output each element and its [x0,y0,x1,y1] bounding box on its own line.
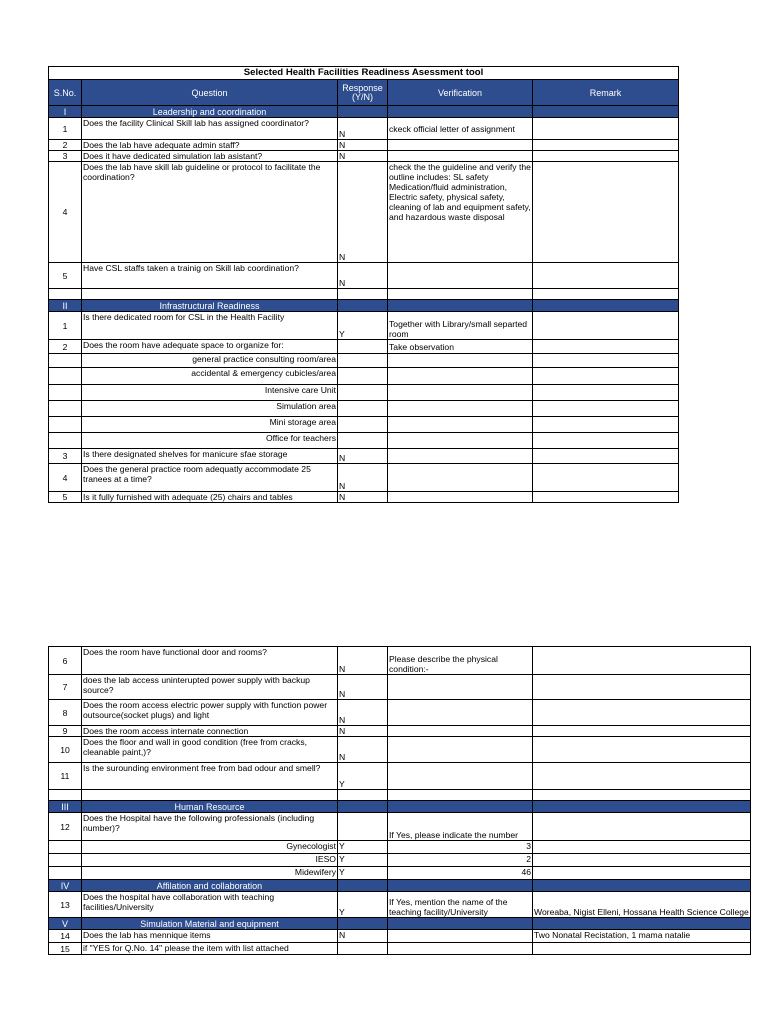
professional-row [49,854,751,867]
row-sno: 5 [49,263,82,289]
table-row [49,340,679,354]
row-remark[interactable] [533,263,679,289]
section-number: V [49,918,82,930]
row-response[interactable] [338,943,388,955]
table-row [49,813,751,841]
row-sno: 14 [49,930,82,943]
row-response[interactable] [338,368,388,385]
row-response[interactable]: N [338,151,388,162]
row-sno: 3 [49,449,82,464]
row-remark[interactable] [533,385,679,401]
row-sno: 6 [49,647,82,675]
row-response[interactable]: N [338,162,388,263]
row-response[interactable]: N [338,647,388,675]
section-row-leadership [49,106,679,118]
row-remark[interactable] [533,162,679,263]
table-row [49,737,751,763]
section-row-human-resource [49,801,751,813]
row-response[interactable] [338,417,388,433]
space-label: Mini storage area [82,417,338,433]
section-number: IV [49,880,82,892]
assessment-table-part-1 [48,66,679,503]
row-response[interactable]: Y [338,763,388,790]
table-row [49,151,679,162]
row-response[interactable]: N [338,700,388,726]
row-remark[interactable] [533,867,751,880]
table-row [49,700,751,726]
row-verification [388,151,533,162]
row-remark[interactable] [533,118,679,140]
professional-name: IESO [82,854,338,867]
professional-count[interactable]: 46 [388,867,533,880]
table-row [49,892,751,918]
row-remark[interactable] [533,433,679,449]
section-label: Human Resource [82,801,338,813]
row-question: Does the lab have skill lab guideline or protocol to facilitate the coordination? [82,162,338,263]
section-label: Infrastructural Readiness [82,300,338,312]
table-row [49,449,679,464]
row-remark[interactable] [533,354,679,368]
row-question: Does the room access electric power supply with function power outsource(socket plugs) and light [82,700,338,726]
row-question: does the lab access uninterupted power supply with backup source? [82,675,338,700]
professional-name: Gynecologist [82,841,338,854]
row-remark[interactable] [533,726,751,737]
row-response[interactable]: Y [338,841,388,854]
table-row [49,162,679,263]
row-question: Is the surounding environment free from bad odour and smell? [82,763,338,790]
row-question: Does the general practice room adequatly accommodate 25 tranees at a time? [82,464,338,492]
row-remark[interactable] [533,841,751,854]
row-remark[interactable] [533,854,751,867]
row-response[interactable]: N [338,726,388,737]
row-remark[interactable] [533,140,679,151]
space-label: general practice consulting room/area [82,354,338,368]
header-response: Response (Y/N) [338,80,388,106]
header-verification: Verification [388,80,533,106]
table-row [49,930,751,943]
blank-row [49,790,751,801]
header-remark: Remark [533,80,679,106]
section-row-infrastructure [49,300,679,312]
table-row [49,726,751,737]
space-label: Office for teachers [82,433,338,449]
row-sno: 7 [49,675,82,700]
row-remark[interactable]: Two Nonatal Recistation, 1 mama natalie [533,930,751,943]
row-verification [388,726,533,737]
space-label: accidental & emergency cubicles/area [82,368,338,385]
row-response[interactable]: Y [338,854,388,867]
table-row [49,943,751,955]
row-response[interactable]: N [338,118,388,140]
row-remark[interactable] [533,943,751,955]
row-verification [388,464,533,492]
row-response[interactable]: Y [338,312,388,340]
row-verification: ckeck official letter of assignment [388,118,533,140]
row-remark[interactable] [533,417,679,433]
row-remark[interactable] [533,675,751,700]
row-question: Is there dedicated room for CSL in the Health Facility [82,312,338,340]
row-remark[interactable] [533,368,679,385]
row-remark[interactable] [533,813,751,841]
row-verification: Together with Library/small separted room [388,312,533,340]
row-verification [388,263,533,289]
row-remark[interactable] [533,492,679,503]
table-row [49,118,679,140]
section-label: Affilation and collaboration [82,880,338,892]
row-remark[interactable] [533,449,679,464]
row-question: Does the hospital have collaboration with teaching facilities/University [82,892,338,918]
space-label: Simulation area [82,401,338,417]
section-number: II [49,300,82,312]
section-number: III [49,801,82,813]
space-row [49,354,679,368]
row-question: Is it fully furnished with adequate (25) chairs and tables [82,492,338,503]
row-sno: 2 [49,140,82,151]
row-response[interactable] [338,433,388,449]
assessment-table-part-2 [48,646,751,955]
professional-name: Midewifery [82,867,338,880]
row-remark[interactable] [533,763,751,790]
column-header-row [49,80,679,106]
section-number: I [49,106,82,118]
row-question: Does the facility Clinical Skill lab has assigned coordinator? [82,118,338,140]
row-response[interactable] [338,385,388,401]
row-remark[interactable] [533,312,679,340]
space-row [49,433,679,449]
row-response[interactable]: N [338,930,388,943]
section-label: Leadership and coordination [82,106,338,118]
row-remark[interactable] [533,464,679,492]
row-sno: 4 [49,464,82,492]
space-row [49,368,679,385]
professional-row [49,841,751,854]
row-response[interactable] [338,340,388,354]
row-question: Have CSL staffs taken a trainig on Skill lab coordination? [82,263,338,289]
row-verification: check the the guideline and verify the outline includes: SL safety Medication/fluid administration, Electric safety, physical safety, cleaning of lab and equipment safety, and hazardous waste disposal [388,162,533,263]
table-row [49,492,679,503]
section-label: Simulation Material and equipment [82,918,338,930]
row-verification [388,449,533,464]
professional-row [49,867,751,880]
row-verification [388,763,533,790]
row-remark[interactable]: Woreaba, Nigist Elleni, Hossana Health Science College [533,892,751,918]
table-row [49,675,751,700]
row-response[interactable] [338,813,388,841]
row-response[interactable]: N [338,449,388,464]
row-sno: 9 [49,726,82,737]
row-verification [388,943,533,955]
professional-count[interactable]: 2 [388,854,533,867]
row-sno: 1 [49,118,82,140]
row-sno: 13 [49,892,82,918]
row-remark[interactable] [533,647,751,675]
header-question: Question [82,80,338,106]
row-response[interactable]: N [338,464,388,492]
space-row [49,417,679,433]
row-question: Does the room access internate connection [82,726,338,737]
row-verification [388,675,533,700]
space-row [49,385,679,401]
row-question: Does the room have adequate space to organize for: [82,340,338,354]
section-row-simulation [49,918,751,930]
row-remark[interactable] [533,737,751,763]
row-verification [388,930,533,943]
row-verification [388,700,533,726]
row-question: Does the room have functional door and rooms? [82,647,338,675]
row-verification: Take observation [388,340,533,354]
space-row [49,401,679,417]
row-response[interactable]: N [338,737,388,763]
row-remark[interactable] [533,340,679,354]
row-verification: Please describe the physical condition:- [388,647,533,675]
professional-count[interactable]: 3 [388,841,533,854]
row-question: Does the lab have adequate admin staff? [82,140,338,151]
row-remark[interactable] [533,401,679,417]
header-sno: S.No. [49,80,82,106]
table-row [49,763,751,790]
row-verification: If Yes, mention the name of the teaching facility/University [388,892,533,918]
row-response[interactable]: N [338,140,388,151]
row-sno: 12 [49,813,82,841]
row-remark[interactable] [533,700,751,726]
row-sno: 1 [49,312,82,340]
row-remark[interactable] [533,151,679,162]
row-sno: 4 [49,162,82,263]
row-sno: 10 [49,737,82,763]
table-row [49,312,679,340]
row-question: Does the floor and wall in good condition (free from cracks, cleanable paint,)? [82,737,338,763]
row-sno: 3 [49,151,82,162]
table-row [49,647,751,675]
row-question: if "YES for Q.No. 14" please the item with list attached [82,943,338,955]
row-question: Does the Hospital have the following professionals (including number)? [82,813,338,841]
row-question: Is there designated shelves for manicure sfae storage [82,449,338,464]
row-response[interactable]: Y [338,867,388,880]
row-sno: 11 [49,763,82,790]
row-question: Does it have dedicated simulation lab asistant? [82,151,338,162]
row-response[interactable]: N [338,675,388,700]
row-response[interactable]: N [338,492,388,503]
row-response[interactable]: N [338,263,388,289]
row-verification [388,140,533,151]
blank-row [49,289,679,300]
table-row [49,464,679,492]
row-response[interactable]: Y [338,892,388,918]
row-sno: 15 [49,943,82,955]
row-sno: 8 [49,700,82,726]
row-verification [388,737,533,763]
table-row [49,263,679,289]
row-sno: 5 [49,492,82,503]
row-verification: If Yes, please indicate the number [388,813,533,841]
table-row [49,140,679,151]
row-response[interactable] [338,354,388,368]
sheet-title: Selected Health Facilities Readiness Asessment tool [49,67,679,80]
row-question: Does the lab has mennique items [82,930,338,943]
row-verification [388,492,533,503]
space-label: Intensive care Unit [82,385,338,401]
row-response[interactable] [338,401,388,417]
section-row-affiliation [49,880,751,892]
row-sno: 2 [49,340,82,354]
